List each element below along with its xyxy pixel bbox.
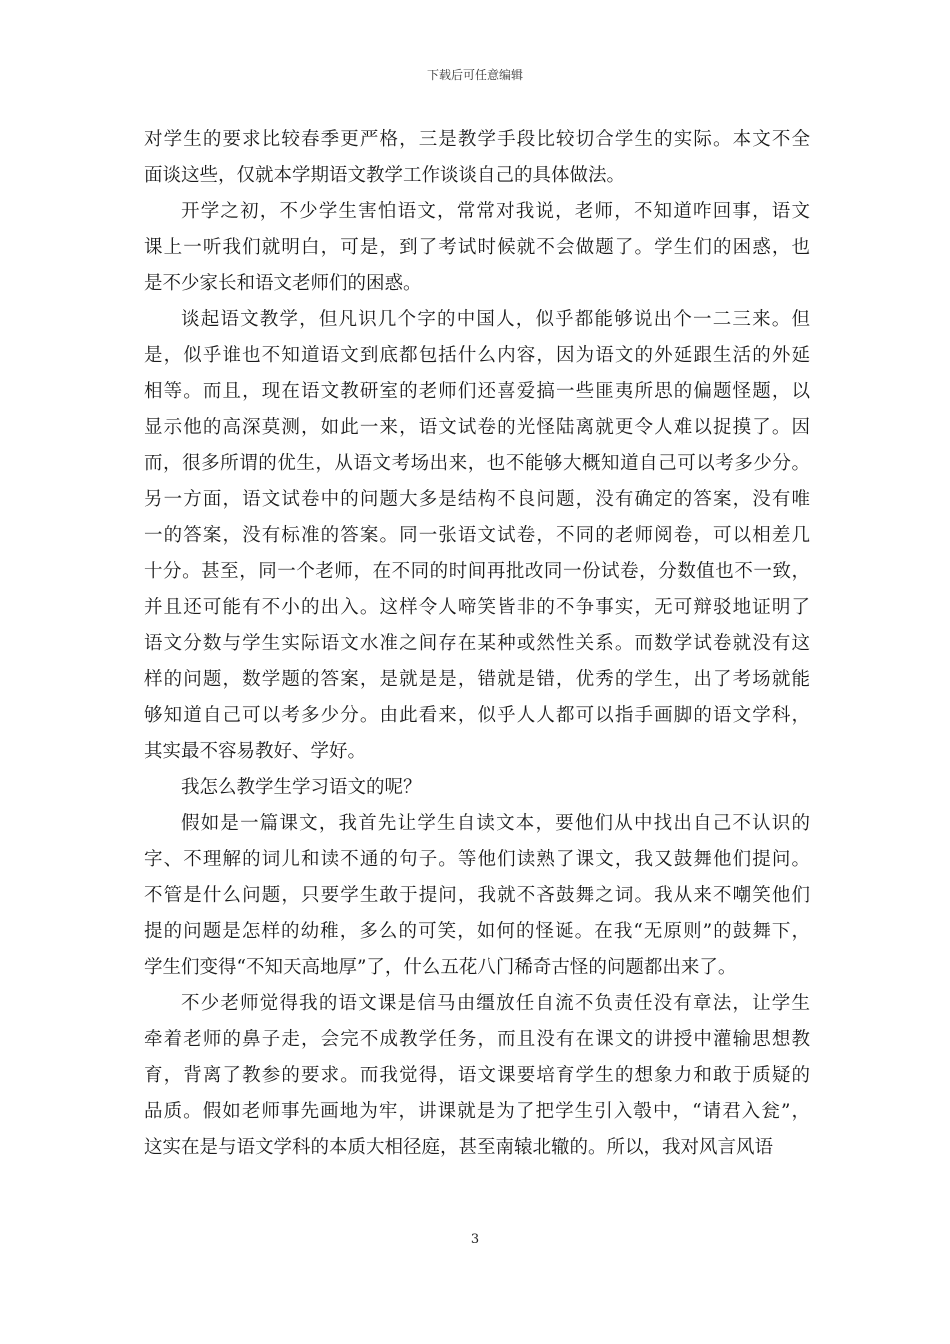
text-line: 一的答案，没有标准的答案。同一张语文试卷，不同的老师阅卷，可以相差几 <box>144 525 810 546</box>
paragraph <box>144 770 810 806</box>
text-line: 面谈这些，仅就本学期语文教学工作谈谈自己的具体做法。 <box>144 165 626 186</box>
text-line: 开学之初，不少学生害怕语文，常常对我说，老师，不知道咋回事，语文 <box>181 201 810 222</box>
page-number: 3 <box>470 1232 480 1247</box>
document-body <box>144 122 810 1166</box>
text-line: 样的问题，数学题的答案，是就是是，错就是错，优秀的学生，出了考场就能 <box>144 669 810 690</box>
text-line: 提的问题是怎样的幼稚，多么的可笑，如何的怪诞。在我“无原则”的鼓舞下， <box>144 921 810 942</box>
page-header: 下载后可任意编辑 <box>426 68 523 82</box>
text-line: 对学生的要求比较春季更严格，三是教学手段比较切合学生的实际。本文不全 <box>144 129 810 150</box>
paragraph <box>144 302 810 770</box>
text-line: 并且还可能有不小的出入。这样令人啼笑皆非的不争事实，无可辩驳地证明了 <box>144 597 810 618</box>
text-line: 育，背离了教参的要求。而我觉得，语文课要培育学生的想象力和敢于质疑的 <box>144 1065 810 1086</box>
text-line: 课上一听我们就明白，可是，到了考试时候就不会做题了。学生们的困惑，也 <box>144 237 810 258</box>
text-line: 显示他的高深莫测，如此一来，语文试卷的光怪陆离就更令人难以捉摸了。因 <box>144 417 810 438</box>
paragraph <box>144 806 810 986</box>
text-line: 语文分数与学生实际语文水准之间存在某种或然性关系。而数学试卷就没有这 <box>144 633 810 654</box>
text-line: 谈起语文教学，但凡识几个字的中国人，似乎都能够说出个一二三来。但 <box>181 309 810 330</box>
text-line: 字、不理解的词儿和读不通的句子。等他们读熟了课文，我又鼓舞他们提问。 <box>144 849 810 870</box>
text-line: 而，很多所谓的优生，从语文考场出来，也不能够大概知道自己可以考多少分。 <box>144 453 810 474</box>
text-line: 够知道自己可以考多少分。由此看来，似乎人人都可以指手画脚的语文学科， <box>144 705 810 726</box>
paragraph <box>144 194 810 302</box>
text-line: 牵着老师的鼻子走，会完不成教学任务，而且没有在课文的讲授中灌输思想教 <box>144 1029 810 1050</box>
paragraph <box>144 986 810 1166</box>
text-line: 假如是一篇课文，我首先让学生自读文本，要他们从中找出自己不认识的 <box>181 813 810 834</box>
text-line: 相等。而且，现在语文教研室的老师们还喜爱搞一些匪夷所思的偏题怪题，以 <box>144 381 810 402</box>
text-line: 我怎么教学生学习语文的呢？ <box>181 777 422 798</box>
text-line: 品质。假如老师事先画地为牢，讲课就是为了把学生引入彀中，“请君入瓮”， <box>144 1101 810 1122</box>
text-line: 不管是什么问题，只要学生敢于提问，我就不吝鼓舞之词。我从来不嘲笑他们 <box>144 885 810 906</box>
text-line: 是不少家长和语文老师们的困惑。 <box>144 273 422 294</box>
text-line: 十分。甚至，同一个老师，在不同的时间再批改同一份试卷，分数值也不一致， <box>144 561 810 582</box>
text-line: 另一方面，语文试卷中的问题大多是结构不良问题，没有确定的答案，没有唯 <box>144 489 810 510</box>
text-line: 其实最不容易教好、学好。 <box>144 741 367 762</box>
text-line: 这实在是与语文学科的本质大相径庭，甚至南辕北辙的。所以，我对风言风语 <box>144 1137 774 1158</box>
text-line: 学生们变得“不知天高地厚”了，什么五花八门稀奇古怪的问题都出来了。 <box>144 957 737 978</box>
text-line: 是，似乎谁也不知道语文到底都包括什么内容，因为语文的外延跟生活的外延 <box>144 345 810 366</box>
paragraph <box>144 122 810 194</box>
text-line: 不少老师觉得我的语文课是信马由缰放任自流不负责任没有章法，让学生 <box>181 993 810 1014</box>
